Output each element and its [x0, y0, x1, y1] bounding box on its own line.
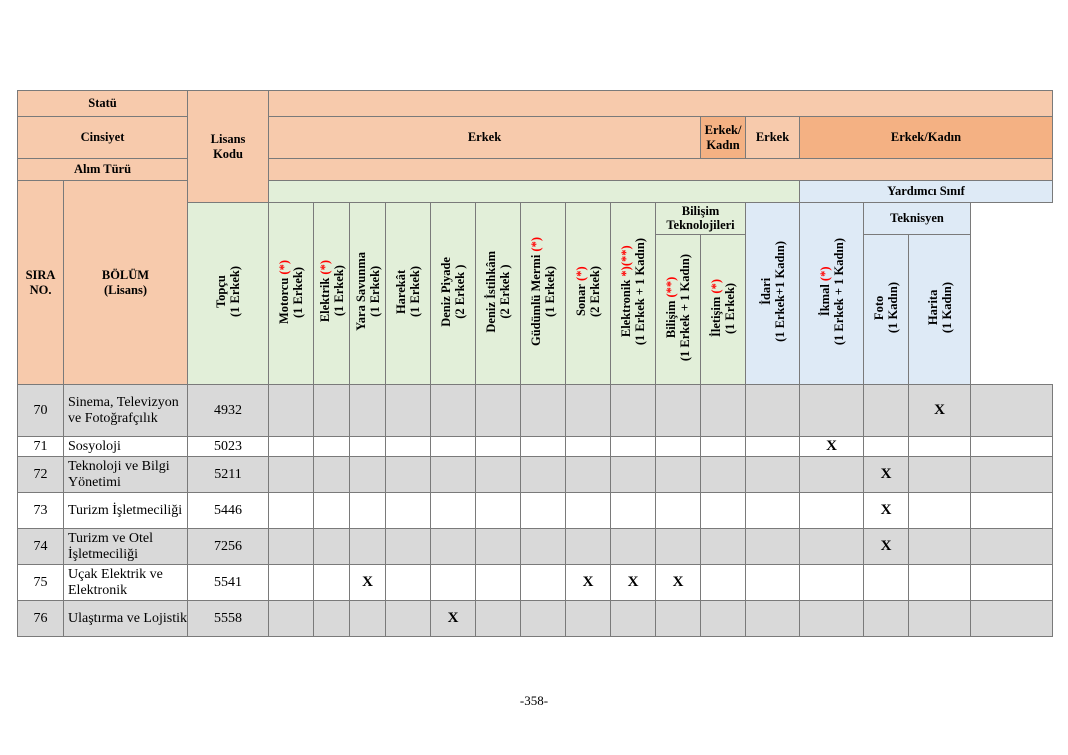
col-elektronik-label: Elektronik *)(**) (1 Erkek + 1 Kadın) [619, 237, 648, 346]
row-mark-cell [909, 565, 971, 601]
row-mark-cell: X [864, 457, 909, 493]
row-mark-cell [864, 565, 909, 601]
row-mark-cell: X [611, 565, 656, 601]
row-mark-cell [386, 493, 431, 529]
table-row [18, 385, 1053, 437]
row-mark-cell [476, 565, 521, 601]
row-sira-no: 76 [18, 601, 64, 637]
col-iletisim [701, 235, 746, 385]
row-mark-cell [746, 493, 800, 529]
row-mark-cell [386, 385, 431, 437]
row-mark-cell [431, 529, 476, 565]
row-bolum: Turizm İşletmeciliği [64, 493, 188, 529]
row-mark-cell [431, 437, 476, 457]
row-mark-cell [701, 385, 746, 437]
row-lisans-kodu: 5446 [188, 493, 269, 529]
col-foto-label: Foto (1 Kadın) [872, 281, 901, 334]
row-mark-cell [476, 601, 521, 637]
bilisim-teknolojileri-label: Bilişim Teknolojileri [666, 204, 735, 232]
row-mark-cell [971, 457, 1053, 493]
statu-label: Statü [18, 91, 188, 117]
row-mark-cell [566, 437, 611, 457]
row-bolum: Sinema, Televizyon ve Fotoğrafçılık [64, 385, 188, 437]
row-mark-cell [521, 437, 566, 457]
row-sira-no: 70 [18, 385, 64, 437]
row-mark-cell [864, 385, 909, 437]
col-harita [909, 235, 971, 385]
row-mark-cell [431, 565, 476, 601]
row-lisans-kodu: 7256 [188, 529, 269, 565]
row-mark-cell [800, 565, 864, 601]
col-harekat [386, 203, 431, 385]
row-mark-cell [521, 529, 566, 565]
row-mark-cell: X [800, 437, 864, 457]
col-harekat-label: Harekât (1 Erkek) [394, 265, 423, 318]
row-sira-no: 75 [18, 565, 64, 601]
row-mark-cell [350, 457, 386, 493]
row-mark-cell [701, 457, 746, 493]
bolum-header [64, 181, 188, 385]
col-ikmal-label: İkmal (*) (1 Erkek + 1 Kadın) [817, 237, 846, 346]
row-mark-cell [476, 385, 521, 437]
row-mark-cell [746, 385, 800, 437]
row-lisans-kodu: 5023 [188, 437, 269, 457]
row-mark-cell [611, 457, 656, 493]
row-lisans-kodu: 5211 [188, 457, 269, 493]
row-mark-cell [566, 529, 611, 565]
row-mark-cell: X [431, 601, 476, 637]
row-mark-cell [971, 565, 1053, 601]
row-mark-cell [269, 457, 314, 493]
row-mark-cell [909, 493, 971, 529]
row-bolum: Teknoloji ve Bilgi Yönetimi [64, 457, 188, 493]
col-yara-savunma [350, 203, 386, 385]
bolum-label: BÖLÜM (Lisans) [101, 267, 150, 297]
col-gudumlu-mermi-label: Güdümlü Mermi (*) (1 Erkek) [529, 236, 558, 347]
row-mark-cell [314, 457, 350, 493]
row-mark-cell [350, 493, 386, 529]
row-bolum: Sosyoloji [64, 437, 188, 457]
cinsiyet-label: Cinsiyet [18, 117, 188, 159]
row-mark-cell [269, 529, 314, 565]
erkek-group: Erkek [269, 117, 701, 159]
row-mark-cell [386, 457, 431, 493]
row-mark-cell [909, 457, 971, 493]
row-lisans-kodu: 4932 [188, 385, 269, 437]
row-mark-cell [521, 493, 566, 529]
row-mark-cell [314, 437, 350, 457]
col-yara-savunma-label: Yara Savunma (1 Erkek) [353, 252, 382, 331]
row-sira-no: 73 [18, 493, 64, 529]
row-mark-cell [746, 565, 800, 601]
row-mark-cell [350, 529, 386, 565]
col-gudumlu-mermi [521, 203, 566, 385]
row-mark-cell [314, 385, 350, 437]
row-mark-cell [701, 601, 746, 637]
lisans-kodu-header [188, 91, 269, 203]
sira-no-label: SIRA NO. [25, 267, 56, 297]
row-mark-cell [611, 601, 656, 637]
row-mark-cell: X [656, 565, 701, 601]
col-idari-label: İdari (1 Erkek+1 Kadın) [758, 241, 787, 342]
table-row [18, 437, 1053, 457]
erkek-kadin-group: Erkek/Kadın [800, 117, 1053, 159]
row-mark-cell [611, 529, 656, 565]
row-mark-cell [701, 529, 746, 565]
row-mark-cell [521, 601, 566, 637]
page-number: -358- [519, 693, 549, 708]
row-mark-cell [476, 457, 521, 493]
col-bilisim-label: Bilişim (**) (1 Erkek + 1 Kadın) [664, 253, 693, 362]
row-mark-cell: X [864, 493, 909, 529]
col-sonar-label: Sonar (*) (2 Erkek) [574, 265, 603, 318]
row-bolum: Ulaştırma ve Lojistik [64, 601, 188, 637]
row-mark-cell [746, 457, 800, 493]
row-mark-cell [566, 457, 611, 493]
row-mark-cell [971, 437, 1053, 457]
row-mark-cell [386, 565, 431, 601]
col-ikmal [800, 203, 864, 385]
row-mark-cell [656, 601, 701, 637]
row-mark-cell [566, 601, 611, 637]
row-sira-no: 74 [18, 529, 64, 565]
sira-no-header [18, 181, 64, 385]
alim-turu-label: Alım Türü [18, 159, 188, 181]
col-deniz-piyade-label: Deniz Piyade (2 Erkek ) [439, 256, 468, 327]
col-motorcu [269, 203, 314, 385]
row-mark-cell [521, 385, 566, 437]
row-mark-cell [800, 493, 864, 529]
row-mark-cell [909, 601, 971, 637]
col-foto [864, 235, 909, 385]
col-topcu [188, 203, 269, 385]
row-mark-cell [386, 601, 431, 637]
row-mark-cell [314, 529, 350, 565]
row-bolum: Turizm ve Otel İşletmeciliği [64, 529, 188, 565]
yardimci-sinif-header: Yardımcı Sınıf [800, 181, 1053, 203]
row-mark-cell [314, 565, 350, 601]
row-mark-cell [314, 493, 350, 529]
row-sira-no: 71 [18, 437, 64, 457]
row-mark-cell [269, 493, 314, 529]
row-mark-cell [386, 437, 431, 457]
row-mark-cell [746, 601, 800, 637]
row-mark-cell [746, 437, 800, 457]
row-mark-cell [800, 601, 864, 637]
row-mark-cell [746, 529, 800, 565]
row-mark-cell [611, 385, 656, 437]
row-mark-cell [269, 565, 314, 601]
row-mark-cell [656, 493, 701, 529]
table-row [18, 457, 1053, 493]
row-mark-cell [566, 385, 611, 437]
row-mark-cell [800, 529, 864, 565]
teknisyen-header: Teknisyen [864, 203, 971, 235]
row-mark-cell [971, 529, 1053, 565]
row-mark-cell [476, 493, 521, 529]
row-mark-cell [566, 493, 611, 529]
row-mark-cell [476, 437, 521, 457]
row-mark-cell [701, 437, 746, 457]
row-mark-cell [656, 529, 701, 565]
row-mark-cell [971, 385, 1053, 437]
row-mark-cell [521, 565, 566, 601]
row-mark-cell [269, 385, 314, 437]
row-mark-cell [431, 385, 476, 437]
row-mark-cell [386, 529, 431, 565]
row-lisans-kodu: 5558 [188, 601, 269, 637]
row-mark-cell [800, 457, 864, 493]
col-bilisim [656, 235, 701, 385]
row-mark-cell: X [566, 565, 611, 601]
table-row [18, 565, 1053, 601]
col-deniz-istihkam-label: Deniz İstihkâm (2 Erkek ) [484, 250, 513, 333]
row-mark-cell [656, 457, 701, 493]
row-mark-cell [521, 457, 566, 493]
row-mark-cell [656, 437, 701, 457]
row-mark-cell [909, 529, 971, 565]
quota-table [17, 90, 1053, 637]
erkek-kadin-short-label: Erkek/ Kadın [704, 122, 742, 152]
col-sonar [566, 203, 611, 385]
alim-turu-value [269, 159, 1053, 181]
row-sira-no: 72 [18, 457, 64, 493]
row-mark-cell [314, 601, 350, 637]
col-elektrik [314, 203, 350, 385]
row-lisans-kodu: 5541 [188, 565, 269, 601]
row-mark-cell [909, 437, 971, 457]
row-mark-cell [269, 437, 314, 457]
kadro-green-blank [269, 181, 800, 203]
row-mark-cell [476, 529, 521, 565]
row-mark-cell [611, 493, 656, 529]
erkek-group-2: Erkek [746, 117, 800, 159]
row-mark-cell: X [864, 529, 909, 565]
col-iletisim-label: İletişim (*) (1 Erkek) [709, 278, 738, 337]
col-motorcu-label: Motorcu (*) (1 Erkek) [277, 259, 306, 324]
row-bolum: Uçak Elektrik ve Elektronik [64, 565, 188, 601]
row-mark-cell [611, 437, 656, 457]
erkek-kadin-short-group [701, 117, 746, 159]
col-harita-label: Harita (1 Kadın) [925, 281, 954, 334]
table-row [18, 493, 1053, 529]
table-row [18, 601, 1053, 637]
row-mark-cell: X [350, 565, 386, 601]
bilisim-teknolojileri-header [656, 203, 746, 235]
table-row [18, 529, 1053, 565]
row-mark-cell [350, 385, 386, 437]
col-deniz-piyade [431, 203, 476, 385]
statu-value [269, 91, 1053, 117]
row-mark-cell [269, 601, 314, 637]
row-mark-cell [431, 457, 476, 493]
row-mark-cell [864, 437, 909, 457]
col-deniz-istihkam [476, 203, 521, 385]
row-mark-cell [701, 493, 746, 529]
row-mark-cell [864, 601, 909, 637]
row-mark-cell [800, 385, 864, 437]
col-idari [746, 203, 800, 385]
col-elektronik [611, 203, 656, 385]
col-topcu-label: Topçu (1 Erkek) [214, 265, 243, 318]
row-mark-cell [431, 493, 476, 529]
row-mark-cell [350, 437, 386, 457]
row-mark-cell: X [909, 385, 971, 437]
row-mark-cell [971, 493, 1053, 529]
row-mark-cell [656, 385, 701, 437]
lisans-kodu-label: Lisans Kodu [210, 131, 246, 161]
row-mark-cell [971, 601, 1053, 637]
col-elektrik-label: Elektrik (*) (1 Erkek) [317, 260, 346, 323]
row-mark-cell [350, 601, 386, 637]
row-mark-cell [701, 565, 746, 601]
